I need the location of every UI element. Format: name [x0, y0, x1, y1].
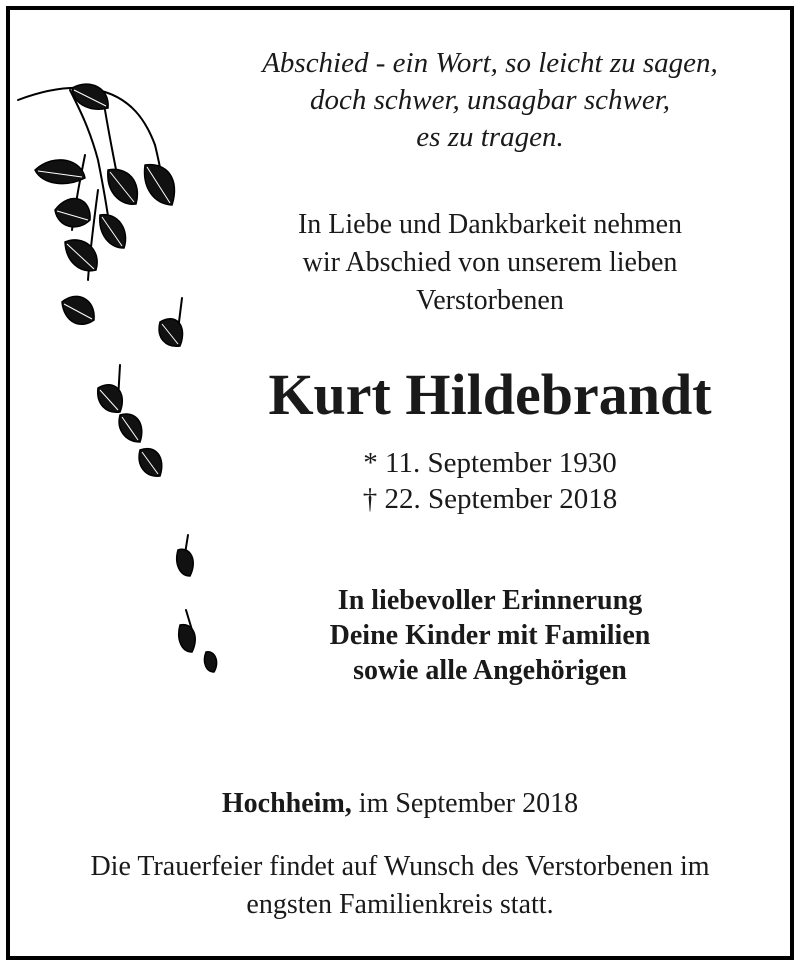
farewell-verse	[200, 45, 780, 156]
place-and-date	[0, 786, 800, 822]
falling-leaf	[177, 549, 193, 576]
death-date: † 22. September 2018	[362, 483, 618, 515]
intro-line: wir Abschied von unserem lieben	[302, 247, 678, 278]
funeral-note-line: engsten Familienkreis statt.	[246, 889, 554, 920]
birth-date: * 11. September 1930	[363, 447, 617, 479]
verse-line: es zu tragen.	[416, 121, 564, 153]
intro-line: In Liebe und Dankbarkeit nehmen	[297, 209, 683, 240]
birch-branch-ornament	[10, 70, 230, 690]
place-name: Hochheim,	[221, 788, 352, 819]
verse-line: doch schwer, unsagbar schwer,	[309, 84, 671, 116]
notice-date: im September 2018	[351, 788, 579, 819]
leaf	[55, 199, 90, 227]
funeral-note	[0, 848, 800, 924]
leaf	[62, 296, 94, 324]
intro-line: Verstorbenen	[416, 285, 564, 316]
leaf	[65, 240, 97, 271]
life-dates	[200, 445, 780, 517]
mourners-line: Deine Kinder mit Familien	[329, 620, 651, 651]
falling-leaf	[159, 319, 182, 347]
intro-text	[200, 206, 780, 320]
mourners-line: sowie alle Angehörigen	[353, 655, 627, 686]
funeral-note-line: Die Trauerfeier findet auf Wunsch des Verstorbenen im	[90, 851, 710, 882]
mourners-line: In liebevoller Erinnerung	[337, 585, 643, 616]
verse-line: Abschied - ein Wort, so leicht zu sagen,	[262, 47, 718, 79]
falling-leaf	[179, 625, 195, 652]
falling-leaf	[98, 385, 123, 413]
deceased-name: Kurt Hildebrandt	[268, 362, 712, 427]
mourners-signature	[200, 583, 780, 688]
